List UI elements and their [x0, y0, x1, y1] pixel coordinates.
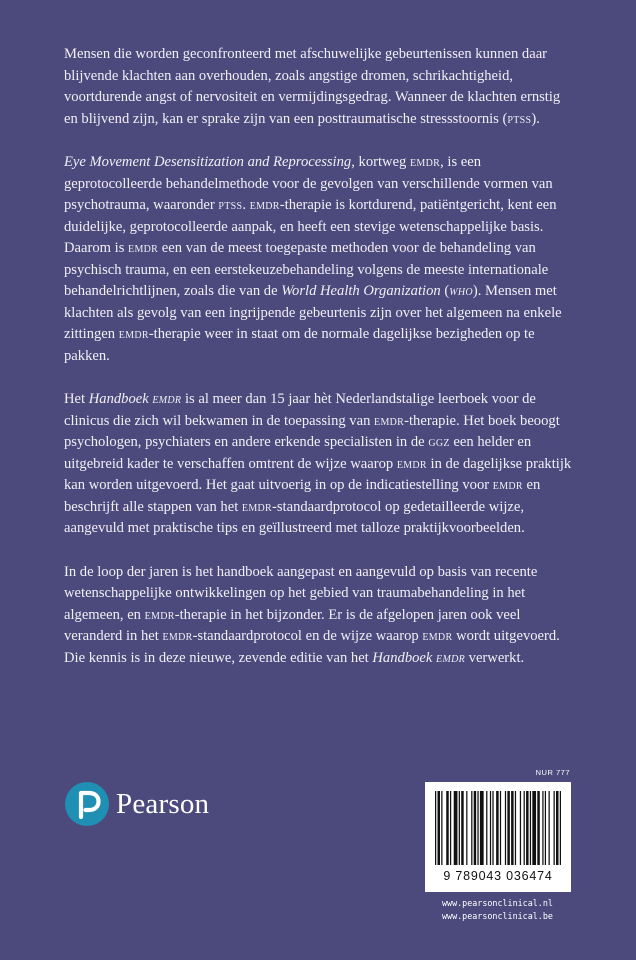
paragraph-2: [64, 152, 572, 367]
text-segment: In de loop der jaren is het handboek aangepast en aangevuld op basis van recente wetenschappelijke ontwikkelingen op het gebied van traumabehandeling in het algemeen, en: [64, 563, 538, 623]
text-segment: emdr: [144, 606, 175, 623]
text-segment: -therapie is kortdurend, patiëntgericht, kent een duidelijke, geprotocolleerde aanpak, en heeft een stevige wetenschappelijke basis. Daarom is: [64, 197, 557, 256]
isbn-number: 9 789043 036474: [443, 869, 553, 883]
website-be: www.pearsonclinical.be: [442, 911, 553, 921]
text-segment: -standaardprotocol en de wijze waarop: [192, 628, 423, 644]
text-segment: ). Mensen met klachten als gevolg van een ingrijpende gebeurtenis zijn over het algemeen na enkele zittingen: [64, 283, 562, 342]
text-segment: -therapie. Het boek beoogt psychologen, psychiaters en andere erkende specialisten in de: [64, 412, 560, 450]
text-segment: emdr: [422, 628, 453, 644]
text-segment: in de dagelijkse praktijk kan worden uitgevoerd. Het gaat uitvoerig in op de indicatiestelling voor: [64, 455, 572, 493]
text-segment: wordt uitgevoerd. Die kennis is in deze nieuwe, zevende editie van het: [64, 628, 560, 666]
text-segment: emdr: [241, 498, 272, 515]
text-segment: emdr: [162, 628, 193, 644]
text-segment: emdr: [249, 197, 280, 213]
text-segment: ggz: [428, 434, 450, 450]
text-segment: emdr: [128, 240, 159, 256]
text-segment: .: [242, 197, 250, 213]
text-segment: emdr: [492, 477, 523, 493]
text-segment: who: [449, 283, 473, 299]
barcode-bars: [435, 791, 561, 865]
text-segment: en beschrijft alle stappen van het: [64, 477, 541, 515]
text-segment: , is een geprotocolleerde behandelmethode voor de gevolgen van verschillende vormen van psychotrauma, waaronder: [64, 154, 553, 213]
text-segment: emdr: [152, 391, 182, 407]
back-cover-text: [64, 44, 572, 691]
text-segment: verwerkt.: [465, 649, 525, 666]
paragraph-4: [64, 562, 572, 670]
pearson-logo: [64, 778, 209, 830]
text-segment: emdr: [396, 455, 427, 472]
text-segment: -standaardprotocol op gedetailleerde wijze, aangevuld met praktische tips en geïllustreerd met talloze praktijkvoorbeelden.: [64, 498, 525, 536]
text-segment: emdr: [410, 154, 441, 170]
text-segment: Het: [64, 391, 89, 407]
text-segment: emdr: [118, 326, 149, 342]
text-segment: -therapie weer in staat om de normale dagelijkse bezigheden op te pakken.: [64, 326, 535, 364]
paragraph-1: [64, 44, 572, 130]
text-segment: ).: [531, 110, 540, 127]
text-segment: een van de meest toegepaste methoden voor de behandeling van psychisch trauma, en een eerstekeuzebehandeling volgens de meeste internationale behandelrichtlijnen, zoals die van de: [64, 240, 549, 299]
text-segment: is al meer dan 15 jaar hèt Nederlandstalige leerboek voor de clinicus die zich wil bekwamen in de toepassing van: [64, 391, 536, 429]
text-segment: emdr: [374, 412, 405, 429]
text-segment: Mensen die worden geconfronteerd met afschuwelijke gebeurtenissen kunnen daar blijvende klachten aan overhouden, zoals angstige dromen, schrikachtigheid, voortdurende angst of nervositeit en vermijdingsgedrag. Wanneer de klachten ernstig en blijvend zijn, kan er sprake zijn van een posttraumatische stressstoornis (: [64, 46, 561, 127]
text-segment: , kortweg: [351, 154, 410, 170]
nur-code: NUR 777: [535, 768, 570, 777]
barcode: [425, 782, 571, 892]
text-segment: (: [440, 283, 450, 299]
text-segment: Handboek: [88, 391, 153, 407]
website-nl: www.pearsonclinical.nl: [442, 898, 553, 908]
text-segment: World Health Organization: [281, 283, 441, 299]
website-links: [442, 897, 582, 923]
pearson-p-logo-icon: [64, 781, 110, 827]
text-segment: Eye Movement Desensitization and Reprocessing: [64, 154, 352, 170]
text-segment: emdr: [436, 649, 465, 666]
text-segment: een helder en uitgebreid kader te verschaffen omtrent de wijze waarop: [64, 434, 532, 472]
text-segment: Handboek: [372, 649, 437, 666]
text-segment: ptss: [218, 197, 243, 213]
paragraph-3: [64, 389, 572, 540]
publisher-name: Pearson: [116, 787, 210, 820]
text-segment: -therapie in het bijzonder. Er is de afgelopen jaren ook veel veranderd in het: [64, 606, 521, 644]
text-segment: ptss: [507, 110, 532, 127]
